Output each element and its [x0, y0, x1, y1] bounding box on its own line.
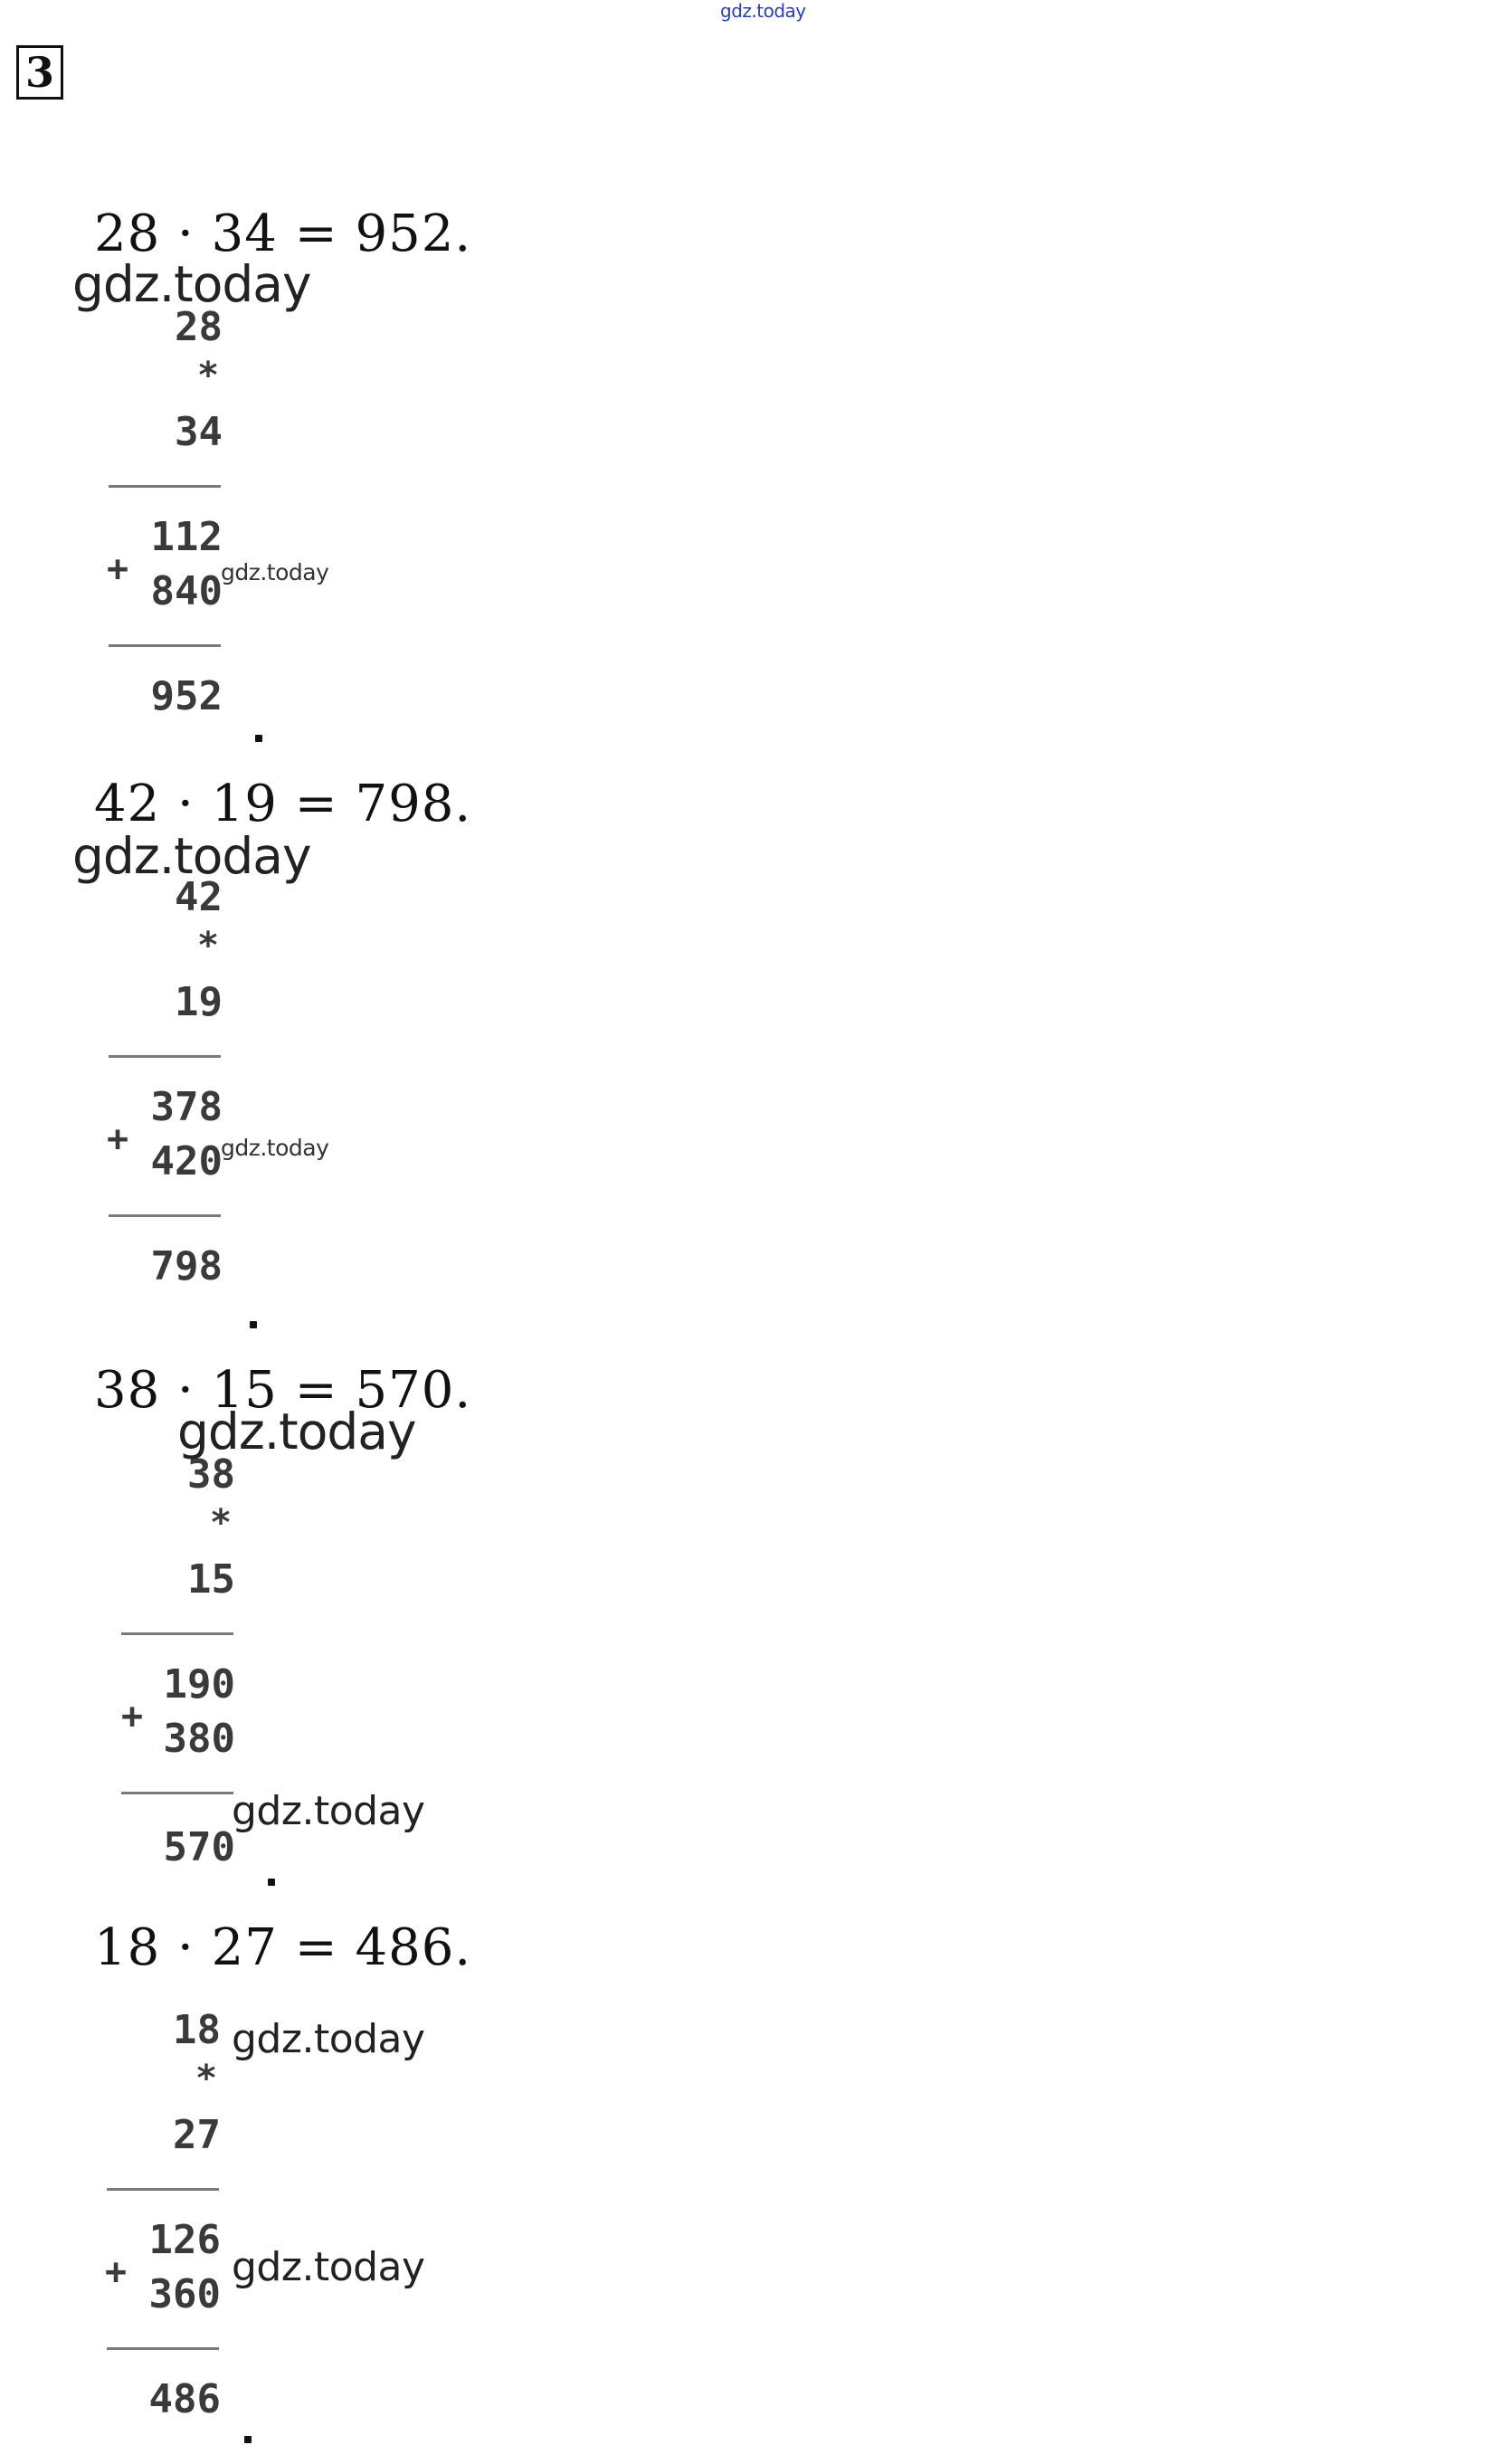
watermark: gdz.today	[232, 2244, 425, 2290]
partial-product-1: 190	[163, 1661, 235, 1708]
multiplicand: 18	[173, 2007, 221, 2053]
product-result: 486	[148, 2376, 221, 2422]
product-result: 798	[150, 1243, 223, 1289]
period-dot	[244, 2436, 252, 2443]
partial-product-1: 378	[150, 1084, 223, 1130]
multiply-sign: *	[197, 925, 220, 966]
line-rule	[109, 1055, 221, 1058]
equation-3: 38 · 15 = 570.	[94, 1361, 472, 1420]
product-result: 570	[163, 1824, 235, 1870]
period-dot	[250, 1321, 257, 1328]
partial-product-1: 126	[148, 2217, 221, 2263]
multiplier: 19	[175, 979, 223, 1025]
line-rule	[121, 1632, 233, 1635]
multiply-sign: *	[210, 1502, 233, 1544]
multiplier: 27	[173, 2112, 221, 2158]
line-rule	[109, 1214, 221, 1217]
partial-product-2: 360	[148, 2271, 221, 2317]
watermark: gdz.today	[232, 1788, 425, 1834]
task-number-box: 3	[16, 45, 63, 100]
watermark: gdz.today	[232, 2016, 425, 2062]
line-rule	[107, 2347, 219, 2350]
watermark: gdz.today	[221, 1135, 329, 1161]
line-rule	[121, 1792, 233, 1794]
partial-product-2: 840	[150, 568, 223, 614]
multiplier: 34	[175, 409, 223, 455]
product-result: 952	[150, 673, 223, 719]
partial-product-2: 420	[150, 1138, 223, 1184]
multiplicand: 38	[187, 1451, 235, 1498]
plus-sign: +	[121, 1696, 144, 1737]
line-rule	[107, 2188, 219, 2191]
multiply-sign: *	[195, 2058, 218, 2099]
top-watermark: gdz.today	[720, 0, 806, 22]
partial-product-2: 380	[163, 1716, 235, 1762]
equation-1: 28 · 34 = 952.	[94, 205, 472, 263]
line-rule	[109, 485, 221, 488]
watermark: gdz.today	[221, 559, 329, 585]
partial-product-1: 112	[150, 514, 223, 560]
line-rule	[109, 644, 221, 647]
period-dot	[255, 735, 262, 742]
plus-sign: +	[107, 1118, 129, 1160]
multiplicand: 42	[175, 874, 223, 920]
multiply-sign: *	[197, 355, 220, 396]
multiplicand: 28	[175, 304, 223, 350]
period-dot	[268, 1879, 275, 1886]
plus-sign: +	[107, 548, 129, 590]
equation-4: 18 · 27 = 486.	[94, 1918, 472, 1977]
plus-sign: +	[105, 2251, 128, 2293]
watermark: gdz.today	[72, 255, 311, 313]
watermark: gdz.today	[177, 1403, 416, 1460]
equation-2: 42 · 19 = 798.	[94, 775, 472, 833]
multiplier: 15	[187, 1556, 235, 1603]
watermark: gdz.today	[72, 827, 311, 885]
